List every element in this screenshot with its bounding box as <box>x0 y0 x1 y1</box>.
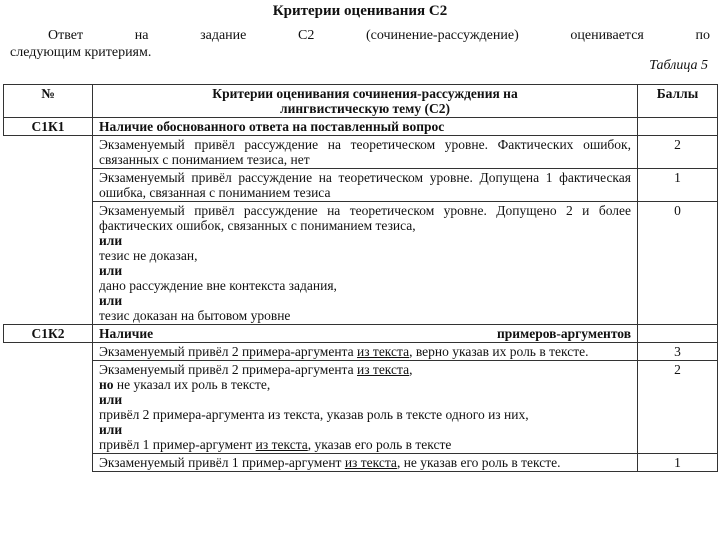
connector-word: но <box>99 377 114 392</box>
criterion-title: Наличие обоснованного ответа на поставленный вопрос <box>93 118 638 136</box>
text-segment: , указав его роль в тексте <box>307 437 452 452</box>
score-value: 2 <box>638 136 718 169</box>
text-segment: не указал их роль в тексте, <box>113 377 271 392</box>
criterion-code: С1К2 <box>4 325 93 343</box>
table-row <box>4 343 718 361</box>
empty-cell <box>4 169 93 202</box>
description-line <box>99 137 631 167</box>
text-segment: Экзаменуемый привёл 1 пример-аргумент <box>99 455 345 470</box>
intro-line-2: следующим критериям. <box>10 45 152 60</box>
empty-cell <box>4 361 93 454</box>
text-segment: , <box>409 362 413 377</box>
score-value: 0 <box>638 202 718 325</box>
criterion-description <box>93 169 638 202</box>
score-value: 3 <box>638 343 718 361</box>
description-line <box>99 278 631 293</box>
table-row <box>4 136 718 169</box>
criterion-description <box>93 202 638 325</box>
description-line <box>99 392 631 407</box>
section-row <box>4 118 718 136</box>
description-line <box>99 344 631 359</box>
description-line <box>99 407 631 422</box>
connector-word: или <box>99 293 123 308</box>
text-segment: Экзаменуемый привёл 2 примера-аргумента <box>99 344 357 359</box>
intro-paragraph <box>10 27 710 61</box>
description-line <box>99 248 631 263</box>
text-segment: , верно указав их роль в тексте. <box>409 344 589 359</box>
text-segment: Экзаменуемый привёл 2 примера-аргумента <box>99 362 357 377</box>
description-line <box>99 377 631 392</box>
description-line <box>99 293 631 308</box>
criterion-title: Наличие примеров-аргументов <box>93 325 638 343</box>
description-line <box>99 263 631 278</box>
criterion-code: С1К1 <box>4 118 93 136</box>
table-row <box>4 169 718 202</box>
underlined-text: из текста <box>344 455 397 470</box>
empty-cell <box>4 343 93 361</box>
score-value: 2 <box>638 361 718 454</box>
underlined-text: из текста <box>255 437 308 452</box>
table-row <box>4 202 718 325</box>
page-title: Критерии оценивания С2 <box>272 3 448 19</box>
description-line <box>99 437 631 452</box>
description-line <box>99 362 631 377</box>
criterion-description <box>93 343 638 361</box>
criterion-score-empty <box>638 118 718 136</box>
criteria-table <box>3 84 718 472</box>
text-segment: Экзаменуемый привёл рассуждение на теоретическом уровне. Фактических ошибок, связанных с пониманием тезиса, нет <box>99 137 631 167</box>
text-segment: Экзаменуемый привёл рассуждение на теоретическом уровне. Допущена 1 фактическая ошибка, связанная с пониманием тезиса <box>99 170 631 200</box>
empty-cell <box>4 202 93 325</box>
underlined-text: из текста <box>356 344 410 359</box>
table-label: Таблица 5 <box>649 58 708 73</box>
description-line <box>99 455 631 470</box>
description-line <box>99 422 631 437</box>
score-value: 1 <box>638 169 718 202</box>
criterion-score-empty <box>638 325 718 343</box>
header-num: № <box>4 85 93 118</box>
criterion-description <box>93 361 638 454</box>
description-line <box>99 233 631 248</box>
description-line <box>99 170 631 200</box>
table-header-row <box>4 85 718 118</box>
connector-word: или <box>99 233 123 248</box>
empty-cell <box>4 136 93 169</box>
criterion-description <box>93 136 638 169</box>
connector-word: или <box>99 392 123 407</box>
connector-word: или <box>99 422 123 437</box>
connector-word: или <box>99 263 123 278</box>
section-row <box>4 325 718 343</box>
underlined-text: из текста <box>356 362 410 377</box>
intro-line-1: Ответ на задание С2 (сочинение-рассуждение) оценивается по <box>48 28 710 43</box>
text-segment: привёл 2 примера-аргумента из текста, указав роль в тексте одного из них, <box>99 407 529 422</box>
empty-cell <box>4 454 93 472</box>
description-line <box>99 203 631 233</box>
text-segment: , не указав его роль в тексте. <box>396 455 561 470</box>
text-segment: тезис не доказан, <box>99 248 198 263</box>
table-row <box>4 361 718 454</box>
table-row <box>4 454 718 472</box>
header-criteria: Критерии оценивания сочинения-рассуждения на лингвистическую тему (С2) <box>93 85 638 118</box>
criterion-description <box>93 454 638 472</box>
text-segment: Экзаменуемый привёл рассуждение на теоретическом уровне. Допущено 2 и более фактических ошибок, связанных с пониманием тезиса, <box>99 203 631 233</box>
text-segment: дано рассуждение вне контекста задания, <box>99 278 337 293</box>
text-segment: тезис доказан на бытовом уровне <box>99 308 291 323</box>
score-value: 1 <box>638 454 718 472</box>
text-segment: привёл 1 пример-аргумент <box>99 437 256 452</box>
header-points: Баллы <box>638 85 718 118</box>
description-line <box>99 308 631 323</box>
